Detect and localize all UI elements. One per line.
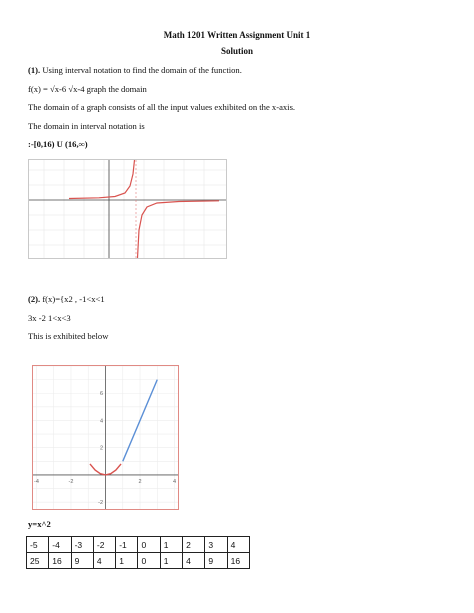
- y-tick-label: 4: [99, 418, 103, 425]
- graph-2-svg: [33, 366, 178, 509]
- q1-explanation: The domain of a graph consists of all the input values exhibited on the x-axis.: [28, 102, 296, 112]
- q2-heading: [28, 294, 105, 304]
- x-tick-label: -2: [68, 478, 74, 485]
- q1-heading: [28, 65, 242, 75]
- y-tick-label: -2: [98, 500, 103, 507]
- y-tick-label: 2: [99, 445, 103, 452]
- table-cell: 9: [205, 553, 227, 569]
- q1-answer: :-[0,16) U (16,∞): [28, 139, 88, 149]
- graph-1-right-branch: [138, 201, 220, 258]
- graph-1-axes: [29, 160, 226, 258]
- table-cell: 1: [160, 537, 182, 553]
- q2-second-piece: 3x -2 1<x<3: [28, 313, 71, 323]
- table-cell: 1: [160, 553, 182, 569]
- table-cell: 4: [183, 553, 205, 569]
- q2-exhibit: This is exhibited below: [28, 331, 109, 341]
- table-cell: 2: [183, 537, 205, 553]
- table-cell: 4: [227, 537, 249, 553]
- table-cell: -3: [71, 537, 93, 553]
- table-cell: 3: [205, 537, 227, 553]
- graph-1-domain: [28, 159, 227, 259]
- table-cell: 0: [138, 553, 160, 569]
- q2-number: (2).: [28, 294, 41, 304]
- doc-subtitle: Solution: [220, 46, 253, 56]
- table-cell: 0: [138, 537, 160, 553]
- table-cell: -5: [27, 537, 49, 553]
- table-cell: 1: [116, 553, 138, 569]
- y-tick-label: 6: [99, 391, 103, 398]
- q2-function: f(x)={x2 , -1<x<1: [40, 294, 105, 304]
- graph-2-piecewise: [32, 365, 179, 510]
- table-cell: 16: [49, 553, 71, 569]
- table-row-x: [27, 537, 250, 553]
- table-cell: 25: [27, 553, 49, 569]
- table-caption: y=x^2: [28, 519, 51, 529]
- table-cell: 16: [227, 553, 249, 569]
- table-cell: -2: [93, 537, 115, 553]
- table-cell: 9: [71, 553, 93, 569]
- doc-title: Math 1201 Written Assignment Unit 1: [163, 30, 311, 40]
- table-cell: -1: [116, 537, 138, 553]
- q1-prompt: Using interval notation to find the domain of the function.: [40, 65, 242, 75]
- q1-interval-intro: The domain in interval notation is: [28, 121, 145, 131]
- x-tick-label: 2: [138, 478, 142, 485]
- values-table: [26, 536, 250, 569]
- q1-number: (1).: [28, 65, 41, 75]
- graph-1-grid: [29, 160, 226, 258]
- table-cell: -4: [49, 537, 71, 553]
- graph-1-svg: [29, 160, 226, 258]
- graph-1-left-branch: [69, 160, 135, 199]
- x-tick-label: -4: [34, 478, 39, 485]
- table-row-y: [27, 553, 250, 569]
- x-tick-label: 4: [173, 478, 177, 485]
- table-cell: 4: [93, 553, 115, 569]
- q1-function: f(x) = √x-6 √x-4 graph the domain: [28, 84, 147, 94]
